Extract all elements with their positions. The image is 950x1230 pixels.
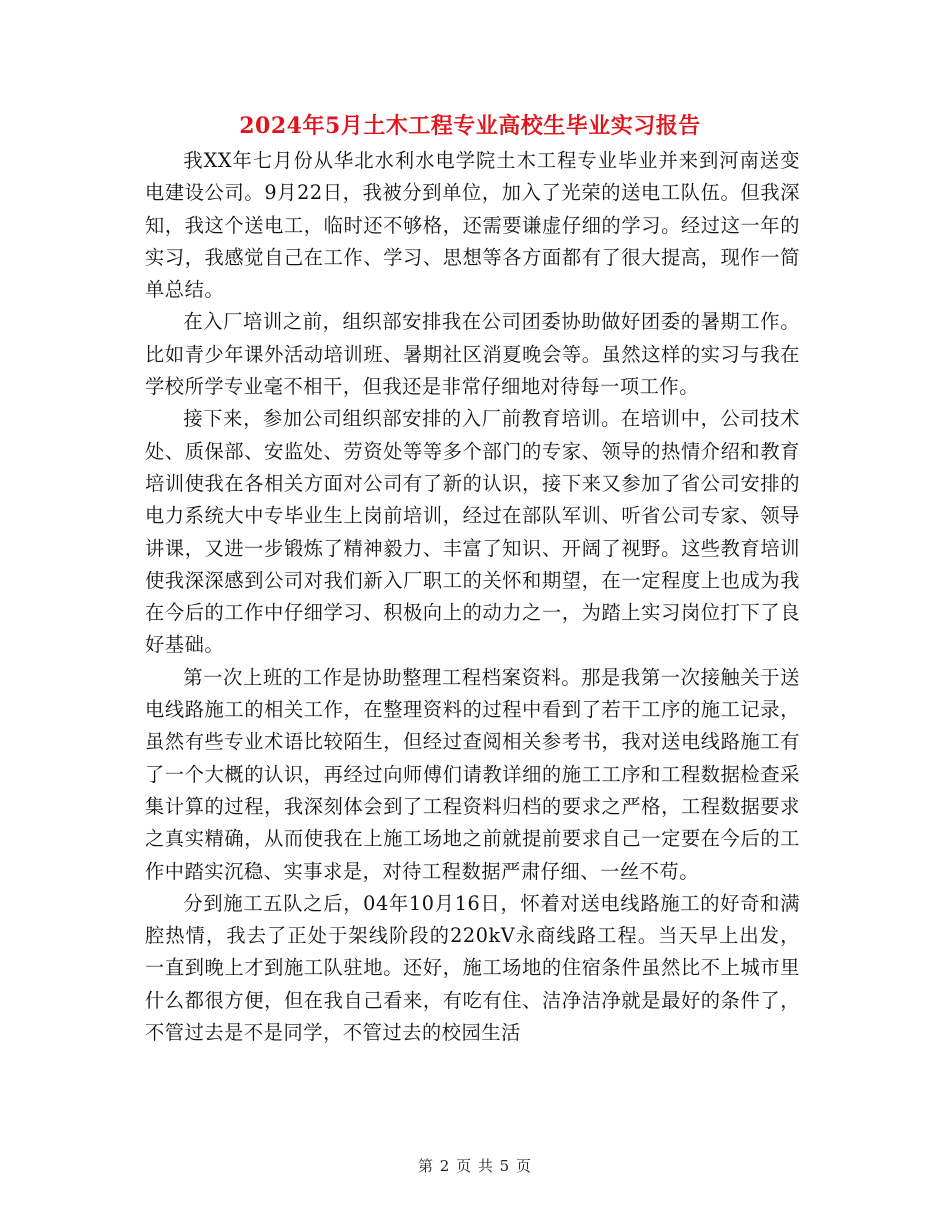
paragraph-4: 第一次上班的工作是协助整理工程档案资料。那是我第一次接触关于送电线路施工的相关工作，在整理资料的过程中看到了若干工序的施工记录，虽然有些专业术语比较陌生，但经过查阅相关参考书，我对送电线路施工有了一个大概的认识，再经过向师傅们请教详细的施工工序和工程数据检查采集计算的过程，我深刻体会到了工程资料归档的要求之严格，工程数据要求之真实精确，从而使我在上施工场地之前就提前要求自己一定要在今后的工作中踏实沉稳、实事求是，对待工程数据严肃仔细、一丝不苟。 [145,665,800,883]
paragraph-5: 分到施工五队之后，04年10月16日，怀着对送电线路施工的好奇和满腔热情，我去了正处于架线阶段的220kV永商线路工程。当天早上出发，一直到晚上才到施工队驻地。还好，施工场地的住宿条件虽然比不上城市里什么都很方便，但在我自己看来，有吃有住、洁净洁净就是最好的条件了，不管过去是不是同学，不管过去的校园生活 [145,891,800,1045]
document-title: 2024年5月土木工程专业高校生毕业实习报告 [239,113,701,139]
paragraph-2: 在入厂培训之前，组织部安排我在公司团委协助做好团委的暑期工作。比如青少年课外活动培训班、暑期社区消夏晚会等。虽然这样的实习与我在学校所学专业毫不相干，但我还是非常仔细地对待每一项工作。 [145,310,800,399]
page-number-footer: 第 2 页 共 5 页 [418,1157,532,1175]
paragraph-1: 我XX年七月份从华北水利水电学院土木工程专业毕业并来到河南送变电建设公司。9月22日，我被分到单位，加入了光荣的送电工队伍。但我深知，我这个送电工，临时还不够格，还需要谦虚仔细的学习。经过这一年的实习，我感觉自己在工作、学习、思想等各方面都有了很大提高，现作一简单总结。 [145,149,800,302]
paragraph-3: 接下来，参加公司组织部安排的入厂前教育培训。在培训中，公司技术处、质保部、安监处、劳资处等等多个部门的专家、领导的热情介绍和教育培训使我在各相关方面对公司有了新的认识，接下来又参加了省公司安排的电力系统大中专毕业生上岗前培训，经过在部队军训、听省公司专家、领导讲课，又进一步锻炼了精神毅力、丰富了知识、开阔了视野。这些教育培训使我深深感到公司对我们新入厂职工的关怀和期望，在一定程度上也成为我在今后的工作中仔细学习、积极向上的动力之一，为踏上实习岗位打下了良好基础。 [145,407,800,657]
document-body [145,145,800,1049]
